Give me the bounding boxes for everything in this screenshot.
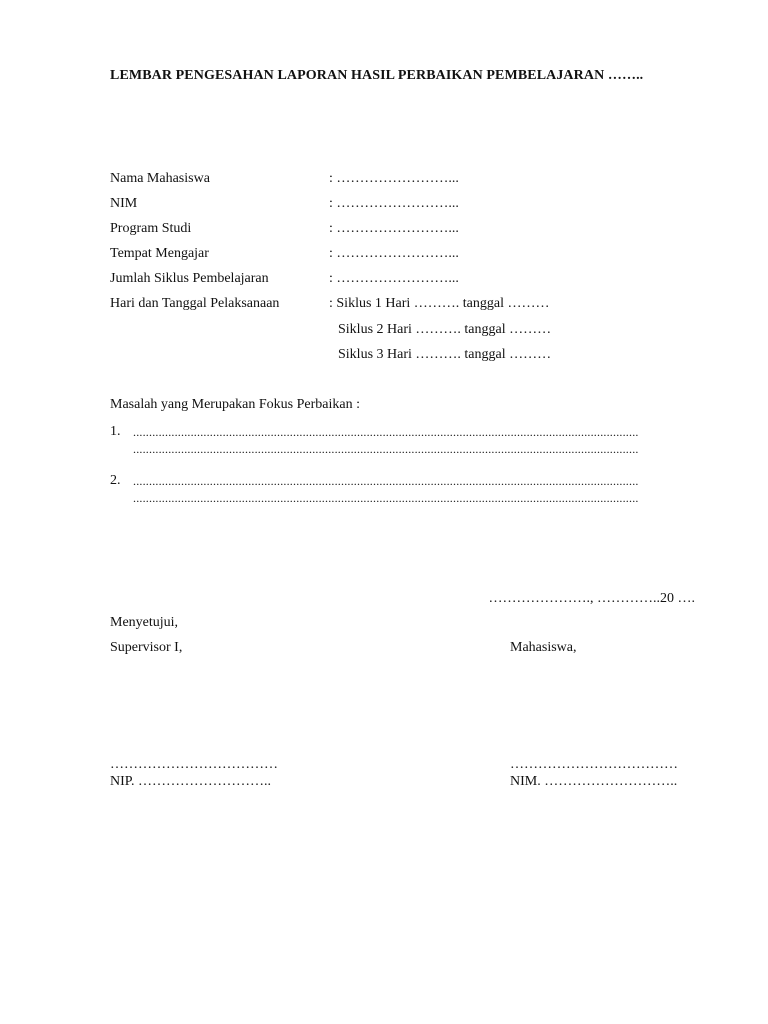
field-value: : ……………………...	[329, 171, 459, 186]
field-label: Nama Mahasiswa	[110, 171, 210, 186]
masalah-heading: Masalah yang Merupakan Fokus Perbaikan :	[110, 397, 360, 412]
document-title: LEMBAR PENGESAHAN LAPORAN HASIL PERBAIKAN PEMBELAJARAN ……..	[110, 68, 644, 83]
masalah-item-number: 1.	[110, 424, 121, 439]
field-label: Hari dan Tanggal Pelaksanaan	[110, 296, 280, 311]
masalah-item-number: 2.	[110, 473, 121, 488]
supervisor-role: Supervisor I,	[110, 640, 183, 655]
supervisor-nip: NIP. ………………………..	[110, 774, 272, 789]
mahasiswa-name-line: ………………………………	[510, 757, 678, 772]
masalah-item-dotted-line: ..............................................................................................................................................................	[133, 491, 639, 505]
field-label: Tempat Mengajar	[110, 246, 209, 261]
field-label: Jumlah Siklus Pembelajaran	[110, 271, 269, 286]
field-value: : ……………………...	[329, 271, 459, 286]
siklus-3-line: Siklus 3 Hari ………. tanggal ………	[338, 347, 552, 362]
place-date-line: …………………., …………..20 ….	[488, 591, 695, 606]
siklus-2-line: Siklus 2 Hari ………. tanggal ………	[338, 322, 552, 337]
field-label: NIM	[110, 196, 138, 211]
field-value: : ……………………...	[329, 246, 459, 261]
mahasiswa-role: Mahasiswa,	[510, 640, 577, 655]
field-value: : Siklus 1 Hari ………. tanggal ………	[329, 296, 550, 311]
masalah-item-dotted-line: ..............................................................................................................................................................	[133, 474, 639, 488]
field-value: : ……………………...	[329, 221, 459, 236]
field-label: Program Studi	[110, 221, 192, 236]
supervisor-name-line: ………………………………	[110, 757, 278, 772]
masalah-item-dotted-line: ..............................................................................................................................................................	[133, 442, 639, 456]
mahasiswa-nim: NIM. ………………………..	[510, 774, 678, 789]
field-value: : ……………………...	[329, 196, 459, 211]
approval-label: Menyetujui,	[110, 615, 179, 630]
masalah-item-dotted-line: ..............................................................................................................................................................	[133, 425, 639, 439]
